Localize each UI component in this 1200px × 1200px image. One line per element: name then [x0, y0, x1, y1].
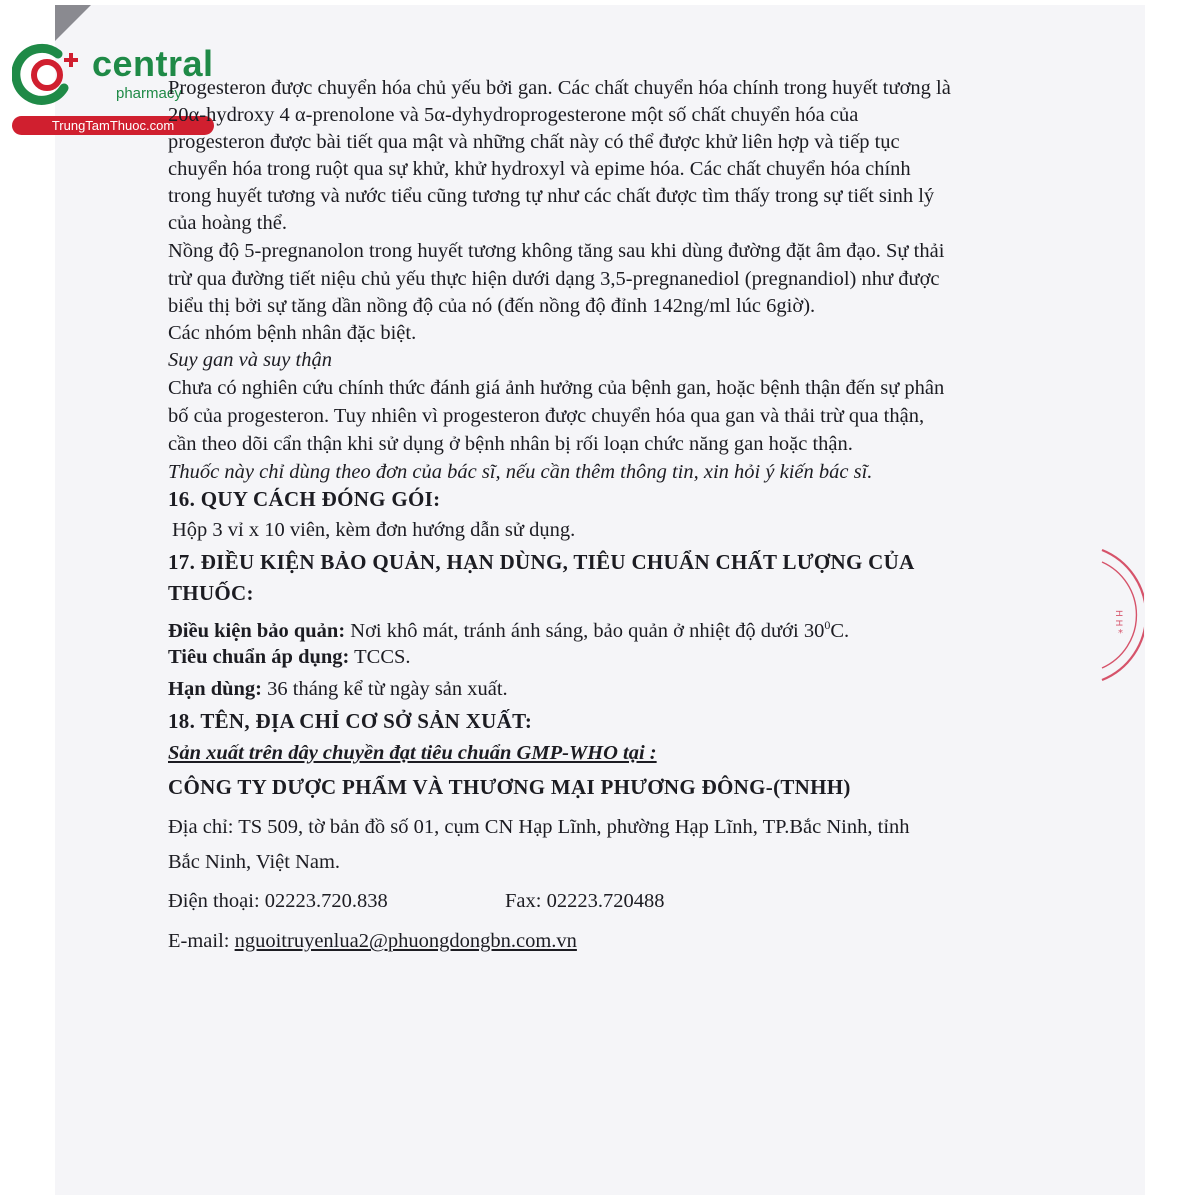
text-line: Chưa có nghiên cứu chính thức đánh giá ảnh hưởng của bệnh gan, hoặc bệnh thận đến sự phân [168, 377, 945, 399]
text-line: Nồng độ 5-pregnanolon trong huyết tương không tăng sau khi dùng đường đặt âm đạo. Sự thải [168, 240, 945, 262]
section-18-title: 18. TÊN, ĐỊA CHỈ CƠ SỞ SẢN XUẤT: [168, 709, 533, 733]
special-groups-heading: Các nhóm bệnh nhân đặc biệt. [168, 322, 417, 344]
expiry-value: 36 tháng kể từ ngày sản xuất. [267, 678, 508, 700]
phone-number: Điện thoại: 02223.720.838 [168, 890, 388, 912]
text-line: chuyển hóa trong ruột qua sự khử, khử hydroxyl và epime hóa. Các chất chuyển hóa chính [168, 158, 911, 180]
storage-value: Nơi khô mát, tránh ánh sáng, bảo quản ở nhiệt độ dưới 30 [350, 619, 825, 642]
standard-label: Tiêu chuẩn áp dụng: [168, 646, 350, 668]
text-line: Progesteron được chuyển hóa chủ yếu bởi gan. Các chất chuyển hóa chính trong huyết tương là [168, 77, 951, 99]
text-line: 20α-hydroxy 4 α-prenolone và 5α-dyhydroprogesterone một số chất chuyển hóa của [168, 104, 859, 126]
text-line: biểu thị bởi sự tăng dần nồng độ của nó (đến nồng độ đỉnh 142ng/ml lúc 6giờ). [168, 295, 816, 317]
storage-unit: C. [830, 619, 850, 642]
standard-value: TCCS. [354, 646, 411, 668]
email-label: E-mail: [168, 930, 230, 952]
address-line: Địa chỉ: TS 509, tờ bản đồ số 01, cụm CN Hạp Lĩnh, phường Hạp Lĩnh, TP.Bắc Ninh, tỉnh [168, 816, 910, 838]
packaging-text: Hộp 3 vỉ x 10 viên, kèm đơn hướng dẫn sử dụng. [172, 519, 576, 541]
brand-site-banner[interactable]: TrungTamThuoc.com [12, 116, 214, 135]
svg-text:H H: H H [1113, 610, 1123, 627]
red-stamp-partial [1098, 548, 1144, 682]
svg-text:*: * [1118, 628, 1123, 639]
fax-number: Fax: 02223.720488 [505, 890, 665, 912]
email-link[interactable]: nguoitruyenlua2@phuongdongbn.com.vn [234, 930, 577, 952]
page-fold-corner [55, 5, 91, 41]
text-line: của hoàng thể. [168, 212, 287, 234]
section-17-title: 17. ĐIỀU KIỆN BẢO QUẢN, HẠN DÙNG, TIÊU CHUẨN CHẤT LƯỢNG CỦA [168, 550, 915, 574]
liver-kidney-subheading: Suy gan và suy thận [168, 349, 332, 371]
email-line [168, 929, 577, 953]
expiry-label: Hạn dùng: [168, 678, 263, 700]
storage-label: Điều kiện bảo quản: [168, 619, 346, 642]
section-17-title-cont: THUỐC: [168, 581, 254, 605]
gmp-statement: Sản xuất trên dây chuyền đạt tiêu chuẩn GMP-WHO tại : [168, 742, 657, 764]
brand-subtitle: pharmacy [116, 85, 182, 102]
text-line: progesteron được bài tiết qua mật và những chất này có thể được khử liên hợp và tiếp tục [168, 131, 900, 153]
section-16-title: 16. QUY CÁCH ĐÓNG GÓI: [168, 487, 441, 511]
expiry [168, 677, 508, 701]
text-line: cần theo dõi cẩn thận khi sử dụng ở bệnh nhân bị rối loạn chức năng gan hoặc thận. [168, 433, 853, 455]
text-line: bố của progesteron. Tuy nhiên vì progesteron được chuyển hóa qua gan và thải trừ qua thận, [168, 405, 925, 427]
degree-sup: 0 [824, 618, 831, 632]
text-line: trừ qua đường tiết niệu chủ yếu thực hiện dưới dạng 3,5-pregnanediol (pregnandiol) như được [168, 268, 940, 290]
applied-standard [168, 645, 411, 669]
text-line: trong huyết tương và nước tiểu cũng tương tự như các chất được tìm thấy trong sự tiết sinh lý [168, 185, 935, 207]
company-name: CÔNG TY DƯỢC PHẨM VÀ THƯƠNG MẠI PHƯƠNG ĐÔNG-(TNHH) [168, 775, 851, 799]
pharmacy-logo-icon [12, 40, 82, 110]
brand-name: central [92, 43, 214, 84]
storage-condition [168, 613, 849, 643]
address-line: Bắc Ninh, Việt Nam. [168, 851, 341, 873]
prescription-note: Thuốc này chỉ dùng theo đơn của bác sĩ, nếu cần thêm thông tin, xin hỏi ý kiến bác sĩ. [168, 461, 873, 483]
